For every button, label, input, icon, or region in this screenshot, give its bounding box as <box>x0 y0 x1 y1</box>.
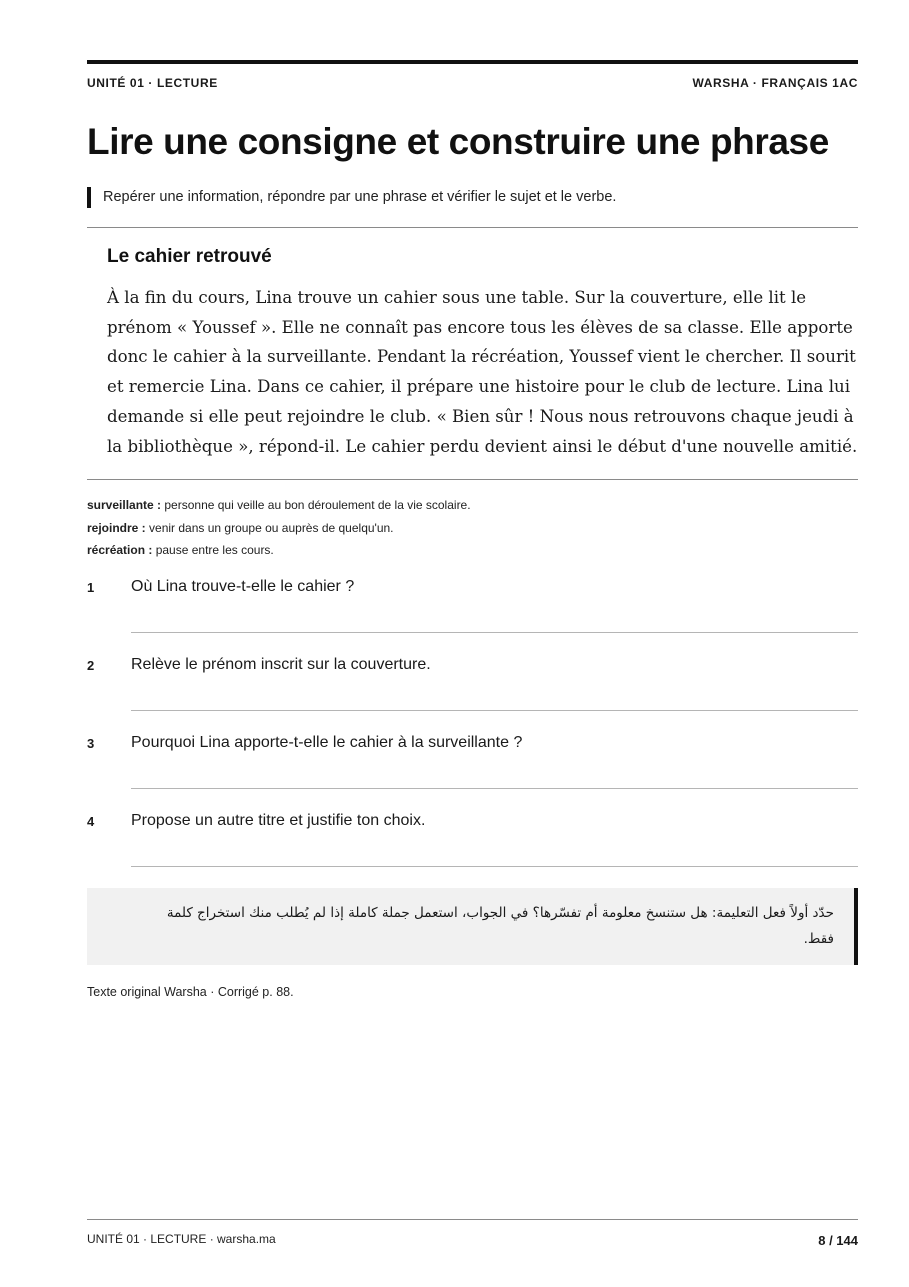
answer-line[interactable] <box>131 788 858 789</box>
answer-line[interactable] <box>131 866 858 867</box>
page-title: Lire une consigne et construire une phrase <box>87 121 829 162</box>
divider-top <box>87 227 858 228</box>
page-number: 8 / 144 <box>818 1233 858 1248</box>
passage-title: Le cahier retrouvé <box>107 246 272 267</box>
glossary-term: surveillante : <box>87 498 162 512</box>
glossary-term: récréation : <box>87 543 153 557</box>
glossary-definition: pause entre les cours. <box>155 543 274 557</box>
glossary-entry <box>87 517 471 540</box>
source-note: Texte original Warsha · Corrigé p. 88. <box>87 985 294 999</box>
question-number: 3 <box>87 736 95 751</box>
footer-text: UNITÉ 01 · LECTURE · warsha.ma <box>87 1232 276 1246</box>
tip-text: حدّد أولاً فعل التعليمة: هل ستنسخ معلومة أم تفسّرها؟ في الجواب، استعمل جملة كاملة إذا لم يُطلب منك استخراج كلمة فقط. <box>166 905 834 947</box>
page-subtitle: Repérer une information, répondre par une phrase et vérifier le sujet et le verbe. <box>103 189 617 205</box>
glossary-entry <box>87 539 471 562</box>
question-text: Pourquoi Lina apporte-t-elle le cahier à la surveillante ? <box>131 734 523 751</box>
subtitle-bar <box>87 187 91 208</box>
passage-text <box>107 283 858 461</box>
glossary <box>87 494 471 562</box>
passage-line: demande si elle peut rejoindre le club. « Bien sûr ! Nous nous retrouvons chaque jeudi à <box>107 406 854 426</box>
answer-line[interactable] <box>131 710 858 711</box>
question-number: 4 <box>87 814 95 829</box>
glossary-term: rejoindre : <box>87 520 146 535</box>
top-rule <box>87 60 858 64</box>
passage-line: prénom « Youssef ». Elle ne connaît pas encore tous les élèves de sa classe. Elle apporte <box>107 317 853 337</box>
divider-bottom <box>87 479 858 480</box>
passage-line: À la fin du cours, Lina trouve un cahier sous une table. Sur la couverture, elle lit le <box>107 288 807 307</box>
glossary-entry <box>87 494 471 517</box>
header-unit: UNITÉ 01 · LECTURE <box>87 76 218 90</box>
glossary-definition: personne qui veille au bon déroulement de la vie scolaire. <box>164 498 471 512</box>
question-text: Relève le prénom inscrit sur la couverture. <box>131 656 431 673</box>
question-text: Où Lina trouve-t-elle le cahier ? <box>131 578 355 595</box>
question-number: 2 <box>87 658 95 673</box>
passage-line: la bibliothèque », répond-il. Le cahier perdu devient ainsi le début d'une nouvelle amitié. <box>107 436 858 456</box>
question-text: Propose un autre titre et justifie ton choix. <box>131 812 426 829</box>
answer-line[interactable] <box>131 632 858 633</box>
glossary-definition: venir dans un groupe ou auprès de quelqu'un. <box>149 520 394 535</box>
question-number: 1 <box>87 580 95 595</box>
header-book: WARSHA · FRANÇAIS 1AC <box>692 76 858 90</box>
passage-line: donc le cahier à la surveillante. Pendant la récréation, Youssef vient le chercher. Il sourit <box>107 347 856 367</box>
tip-box <box>87 888 858 965</box>
footer-rule <box>87 1219 858 1220</box>
passage-line: et remercie Lina. Dans ce cahier, il prépare une histoire pour le club de lecture. Lina lui <box>107 377 851 397</box>
